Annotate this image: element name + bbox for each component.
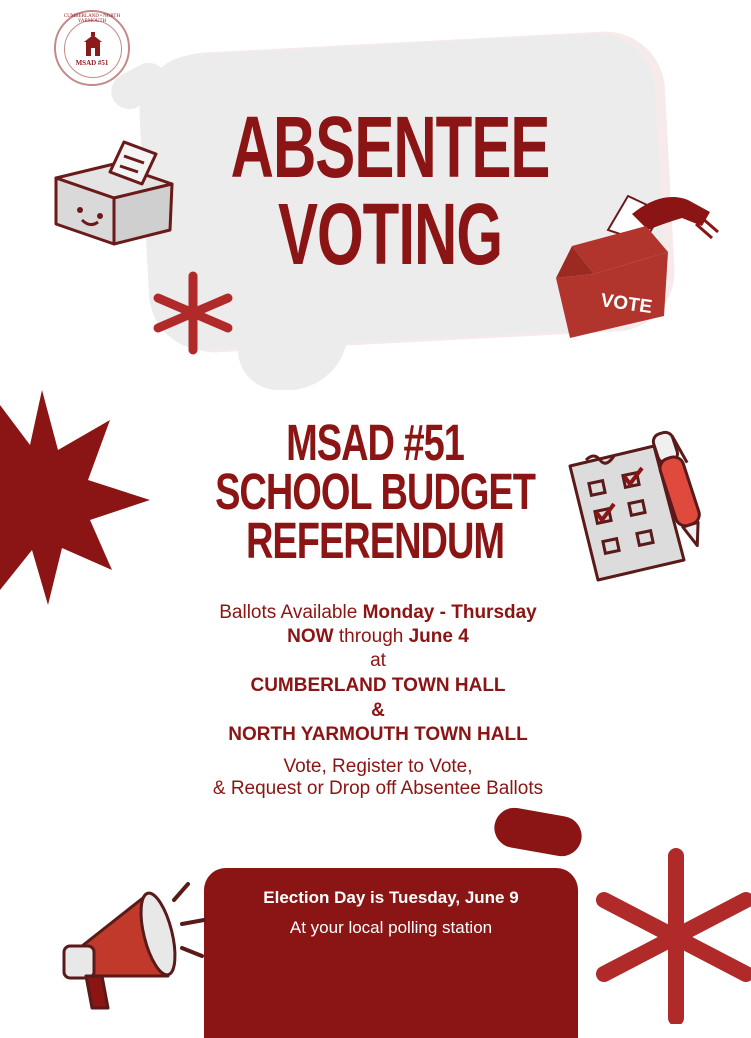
election-day-subtitle: At your local polling station (289, 918, 493, 937)
building-icon (82, 32, 104, 58)
election-day-title: Election Day is Tuesday, June 9 (263, 888, 519, 907)
page-title-line1: ABSENTEE (230, 98, 550, 196)
location-ampersand: & (371, 700, 385, 721)
asterisk-icon (150, 270, 236, 356)
date-end: June 4 (408, 626, 469, 647)
asterisk-icon (596, 846, 751, 1024)
vote-box-label: VOTE (599, 290, 654, 319)
starburst-icon (0, 390, 150, 610)
availability-prefix: Ballots Available (219, 602, 363, 623)
megaphone-icon (52, 876, 222, 1016)
page-title-line2: VOTING (277, 185, 502, 283)
location-north-yarmouth: NORTH YARMOUTH TOWN HALL (228, 724, 528, 745)
pill-decoration (491, 805, 585, 860)
services-line2: & Request or Drop off Absentee Ballots (212, 778, 544, 799)
district-seal-logo (54, 10, 130, 86)
at-line: at (370, 650, 386, 671)
seal-name: MSAD #51 (75, 59, 109, 67)
location-cumberland: CUMBERLAND TOWN HALL (250, 675, 506, 696)
seal-arc-text: CUMBERLAND • NORTH YARMOUTH (63, 14, 121, 24)
availability-line (130, 602, 626, 624)
availability-days: Monday - Thursday (362, 602, 537, 623)
subtitle-line3: REFERENDUM (245, 513, 505, 571)
pen-icon (650, 426, 710, 552)
subtitle-line1: MSAD #51 (286, 415, 464, 473)
date-through: through (333, 626, 409, 647)
subtitle-line2: SCHOOL BUDGET (215, 464, 535, 522)
ballot-box-icon (52, 138, 176, 248)
date-now: NOW (287, 626, 334, 647)
vote-box-icon (552, 190, 722, 340)
services-line1: Vote, Register to Vote, (283, 756, 473, 777)
date-range-line (130, 626, 626, 648)
